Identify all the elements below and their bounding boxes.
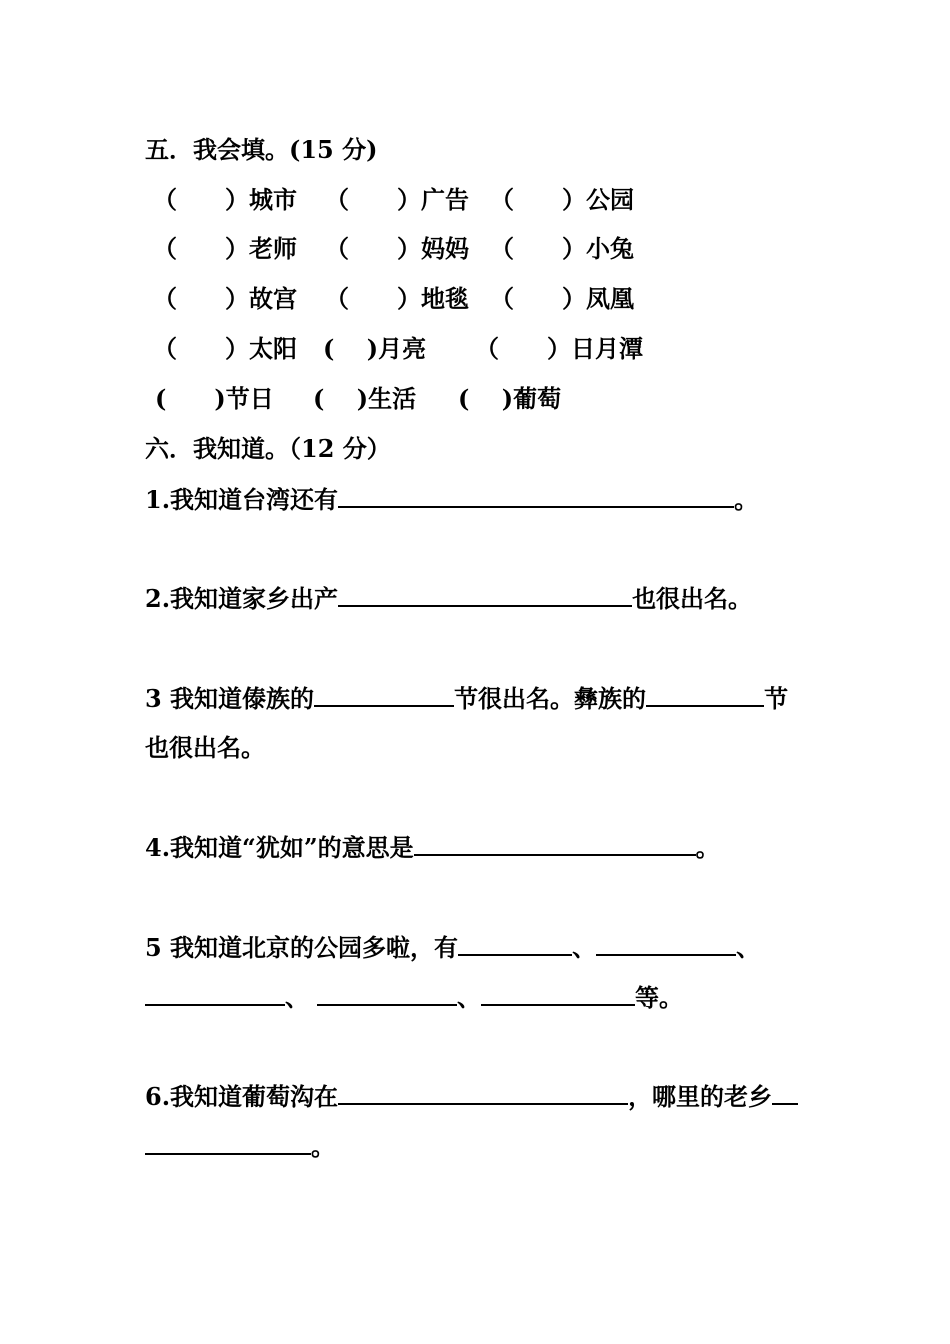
answer-blank[interactable] — [481, 982, 635, 1006]
question-3 — [145, 683, 788, 714]
fill-item: ( )节日 — [155, 384, 274, 413]
separator: 、 — [285, 983, 309, 1012]
fill-item: ( )月亮 — [323, 334, 427, 363]
answer-blank[interactable] — [338, 583, 632, 607]
fill-item: （ ）小兔 — [490, 234, 634, 263]
separator: 、 — [572, 933, 597, 962]
fill-item: （ ）老师 — [153, 234, 297, 263]
answer-blank[interactable] — [314, 683, 454, 707]
question-6-line2 — [145, 1131, 335, 1162]
question-3-line2: 也很出名。 — [145, 733, 265, 762]
answer-blank[interactable] — [596, 932, 736, 956]
question-2-end: 也很出名。 — [632, 584, 753, 613]
fill-item: （ ）日月潭 — [475, 334, 643, 363]
fill-item: ( )葡萄 — [458, 384, 562, 413]
fill-item: （ ）故宫 — [153, 284, 297, 313]
fill-item: ( )生活 — [313, 384, 417, 413]
question-5-end: 等。 — [635, 983, 683, 1012]
question-3-middle: 节很出名。彝族的 — [454, 684, 647, 713]
question-3-end: 节 — [764, 684, 789, 713]
answer-blank[interactable] — [338, 484, 734, 508]
question-1-end: 。 — [734, 485, 759, 514]
question-3-text: 3 我知道傣族的 — [145, 684, 315, 713]
fill-item: （ ）凤凰 — [490, 284, 634, 313]
fill-item: （ ）城市 — [153, 185, 297, 214]
question-4-text: 4.我知道“犹如”的意思是 — [145, 833, 414, 862]
answer-blank[interactable] — [317, 982, 457, 1006]
question-4-end: 。 — [695, 833, 720, 862]
question-2-text: 2.我知道家乡出产 — [145, 584, 339, 613]
answer-blank[interactable] — [338, 1081, 628, 1105]
question-5-line2 — [145, 982, 683, 1013]
separator: 、 — [457, 983, 481, 1012]
answer-blank[interactable] — [145, 1131, 311, 1155]
answer-blank[interactable] — [414, 832, 696, 856]
question-1 — [145, 484, 758, 515]
fill-item: （ ）广告 — [325, 185, 469, 214]
question-2 — [145, 583, 752, 614]
question-6 — [145, 1081, 798, 1112]
separator: 、 — [736, 933, 761, 962]
section6-title: 六．我知道。（12 分） — [145, 434, 391, 463]
answer-blank[interactable] — [772, 1081, 798, 1105]
fill-item: （ ）地毯 — [325, 284, 469, 313]
question-6-text: 6.我知道葡萄沟在 — [145, 1082, 339, 1111]
fill-item: （ ）公园 — [490, 185, 634, 214]
fill-item: （ ）太阳 — [153, 334, 297, 363]
question-5-text: 5 我知道北京的公园多啦，有 — [145, 933, 459, 962]
question-6-end: 。 — [311, 1132, 335, 1161]
question-6-middle: ，哪里的老乡 — [628, 1082, 773, 1111]
section5-title: 五．我会填。(15 分) — [145, 135, 378, 164]
question-4 — [145, 832, 720, 863]
answer-blank[interactable] — [458, 932, 572, 956]
answer-blank[interactable] — [646, 683, 764, 707]
question-5 — [145, 932, 760, 963]
answer-blank[interactable] — [145, 982, 285, 1006]
question-1-text: 1.我知道台湾还有 — [145, 485, 339, 514]
fill-item: （ ）妈妈 — [325, 234, 469, 263]
